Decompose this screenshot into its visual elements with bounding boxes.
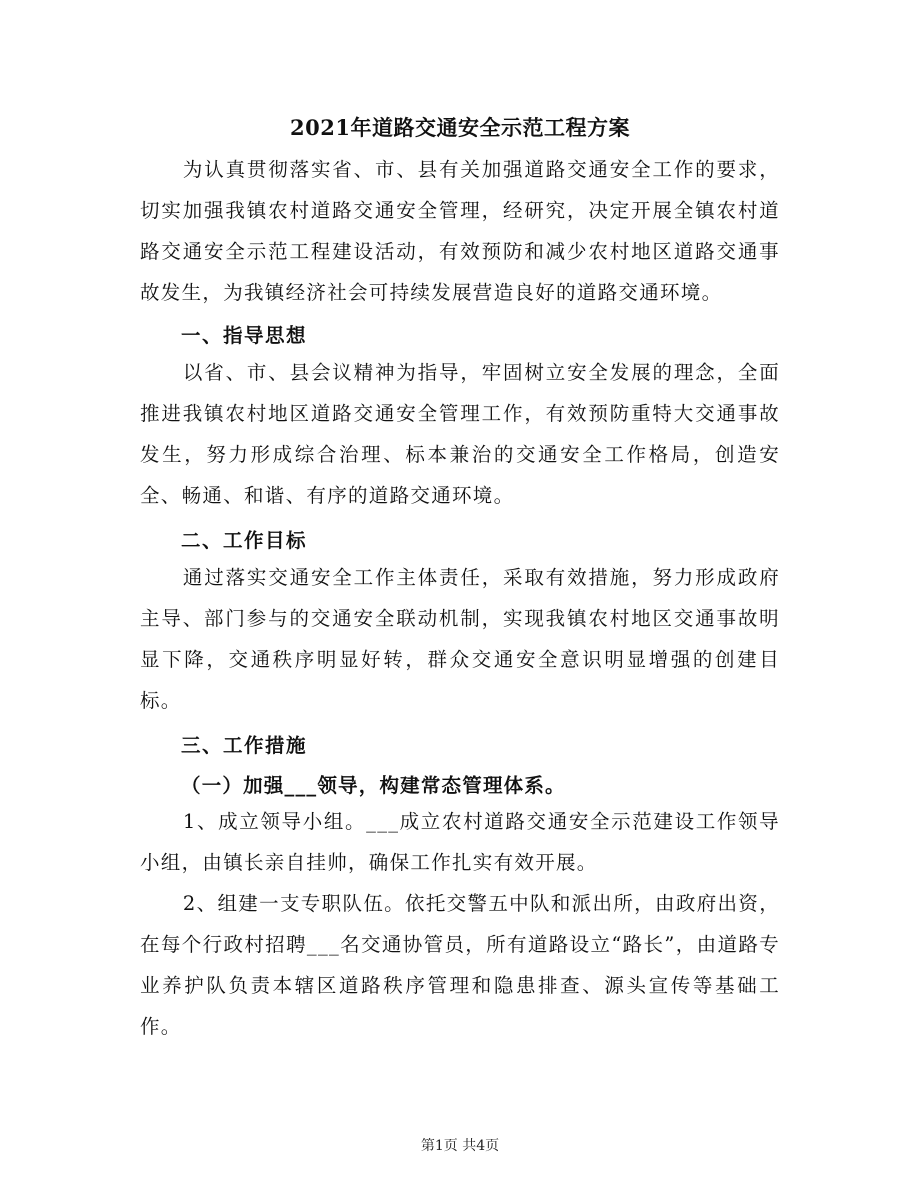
intro-paragraph: 为认真贯彻落实省、市、县有关加强道路交通安全工作的要求，切实加强我镇农村道路交通安全管理，经研究，决定开展全镇农村道路交通安全示范工程建设活动，有效预防和减少农村地区道路交通事故发生，为我镇经济社会可持续发展营造良好的道路交通环境。 [140,158,780,304]
section-heading-guiding-ideology: 一、指导思想 [181,324,308,347]
section-body-guiding-ideology: 以省、市、县会议精神为指导，牢固树立安全发展的理念，全面推进我镇农村地区道路交通安全管理工作，有效预防重特大交通事故发生，努力形成综合治理、标本兼治的交通安全工作格局，创造安全、畅通、和谐、有序的道路交通环境。 [140,361,780,507]
section-body-work-goals: 通过落实交通安全工作主体责任，采取有效措施，努力形成政府主导、部门参与的交通安全联动机制，实现我镇农村地区交通事故明显下降，交通秩序明显好转，群众交通安全意识明显增强的创建目标。 [140,566,780,712]
section-heading-work-measures: 三、工作措施 [181,734,308,757]
page-number: 第1页 共4页 [420,1138,500,1154]
section-heading-work-goals: 二、工作目标 [181,529,308,552]
document-title: 2021年道路交通安全示范工程方案 [290,115,630,140]
subsection-heading-leadership: （一）加强___领导，构建常态管理体系。 [181,774,566,797]
list-item-leading-group: 1、成立领导小组。___成立农村道路交通安全示范建设工作领导小组，由镇长亲自挂帅，确保工作扎实有效开展。 [140,810,780,874]
list-item-dedicated-team: 2、组建一支专职队伍。依托交警五中队和派出所，由政府出资，在每个行政村招聘___名交通协管员，所有道路设立“路长”，由道路专业养护队负责本辖区道路秩序管理和隐患排查、源头宣传等基础工作。 [140,892,780,1038]
